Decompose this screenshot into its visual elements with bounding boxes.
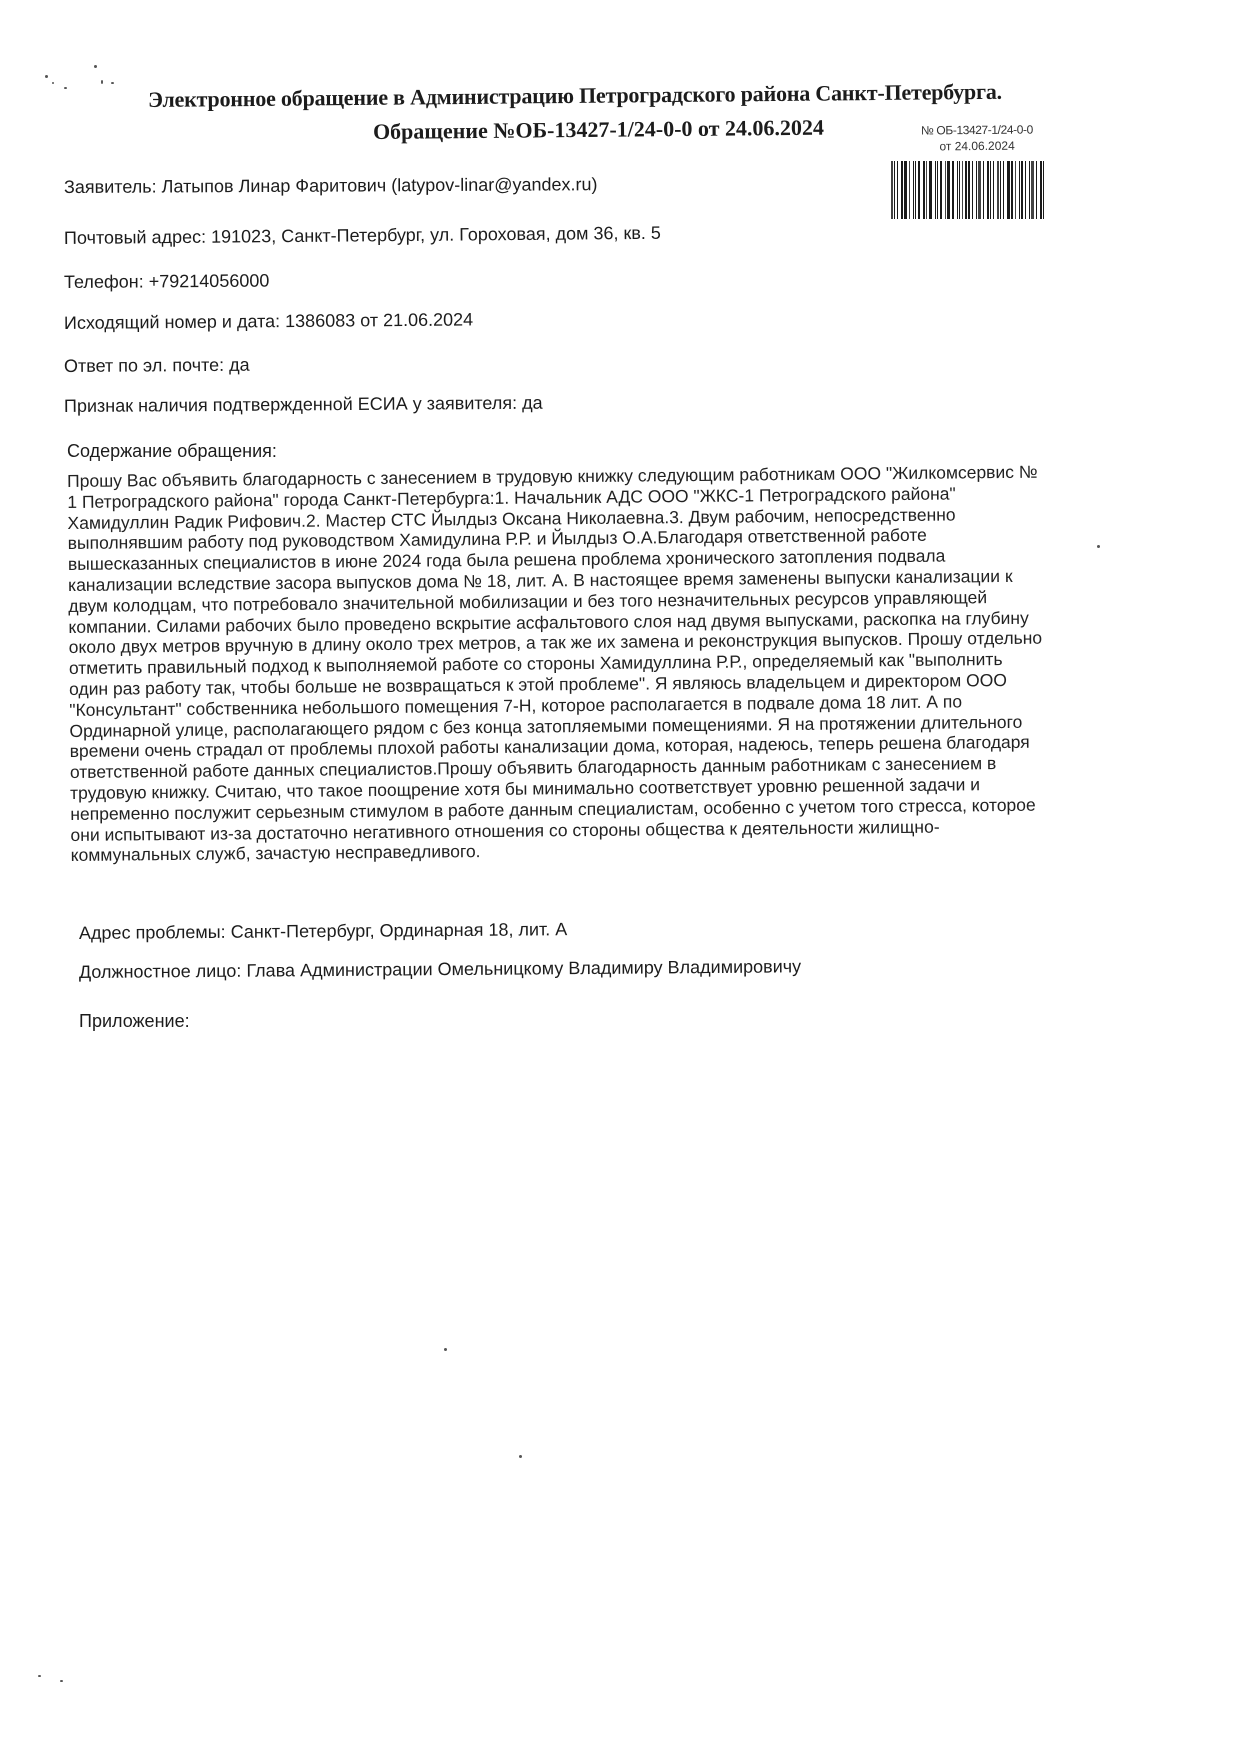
body-line: двум колодцам, что потребовало значительной мобилизации и без того незначительных ресурсов управляющей — [68, 586, 988, 616]
barcode-bar — [1011, 161, 1013, 219]
email-reply-value: да — [229, 354, 250, 375]
barcode-bar — [901, 161, 903, 219]
outgoing-number-field — [64, 309, 473, 334]
applicant-value: Латыпов Линар Фаритович (latypov-linar@yandex.ru) — [161, 174, 598, 197]
barcode-bar — [945, 161, 946, 219]
official-value: Глава Администрации Омельницкому Владимиру Владимировичу — [246, 956, 802, 981]
phone-field — [64, 271, 269, 293]
scan-speck — [64, 87, 67, 89]
body-line: компании. Силами рабочих было проведено вскрытие асфальтового слоя над двумя выпусками, раскопка на глубину — [68, 607, 1029, 637]
scan-speck — [38, 1675, 41, 1677]
barcode-bar — [957, 161, 958, 219]
barcode-bar — [909, 161, 910, 219]
body-line: коммунальных служб, зачастую несправедливого. — [70, 841, 481, 866]
scan-speck — [111, 82, 114, 84]
content-heading — [67, 441, 277, 462]
scan-speck — [94, 65, 97, 68]
barcode-bar — [952, 161, 954, 219]
body-line: "Консультант" собственника небольшого помещения 7-Н, которое располагается в подвале дома 18 лит. А по — [69, 691, 963, 720]
problem-address-field — [79, 919, 567, 944]
barcode-bar — [937, 161, 938, 219]
barcode-bar — [913, 161, 914, 219]
body-line: они испытывают из-за достаточно негативного отношения со стороны общества к деятельности жилищно- — [70, 816, 940, 845]
barcode-bar — [965, 161, 967, 219]
barcode-bar — [993, 161, 994, 219]
barcode-bar — [918, 161, 920, 219]
barcode-bar — [929, 161, 932, 219]
document-title: Электронное обращение в Администрацию Петроградского района Санкт-Петербурга. — [147, 78, 1003, 112]
barcode-bar — [978, 161, 981, 219]
appeal-number-title: Обращение №ОБ-13427-1/24-0-0 от 24.06.2024 — [372, 114, 825, 144]
barcode-bar — [915, 161, 916, 219]
outgoing-number-value: 1386083 от 21.06.2024 — [285, 309, 474, 332]
barcode-bar — [1007, 161, 1010, 219]
esia-value: да — [521, 392, 543, 413]
attachment-label: Приложение: — [79, 1011, 190, 1031]
body-line: Хамидуллин Радик Рифович.2. Мастер СТС Йылдыз Оксана Николаевна.3. Двум рабочим, непосредственно — [67, 504, 956, 533]
barcode-bar — [897, 161, 898, 219]
barcode-bar — [1025, 161, 1026, 219]
body-line: ответственной работе данных специалистов.Прошу объявить благодарность данным работникам с занесением в — [69, 753, 997, 783]
postal-address-field — [64, 223, 661, 249]
esia-field — [64, 393, 543, 417]
barcode-bar — [935, 161, 936, 219]
barcode-bar — [1019, 161, 1020, 219]
body-line: вышесказанных специалистов в июне 2024 года была решена проблема хронического затопления подвала — [67, 545, 946, 575]
content-label: Содержание обращения: — [67, 441, 277, 461]
body-line: непременно послужит серьезным стимулом в работе данным специалистам, особенно с учетом того стресса, которое — [70, 794, 1036, 824]
body-line: Ординарной улице, располагающего рядом с без конца затопляемыми помещениями. Я на протяжении длительного — [69, 711, 1023, 741]
scan-speck — [60, 1680, 63, 1682]
barcode-bar — [1029, 161, 1030, 219]
scan-speck — [52, 82, 54, 84]
body-line: отметить правильный подход к выполняемой работе со стороны Хамидуллина Р.Р., определяемый как "выполнить — [68, 649, 1003, 679]
official-label: Должностное лицо: — [78, 960, 242, 982]
postal-address-label: Почтовый адрес: — [63, 226, 207, 248]
applicant-label: Заявитель: — [63, 176, 157, 197]
barcode-bar — [1021, 161, 1023, 219]
barcode-bar — [972, 161, 973, 219]
barcode-bar — [959, 161, 960, 219]
body-line: Прошу Вас объявить благодарность с занесением в трудовую книжку следующим работникам ООО "Жилкомсервис № — [67, 461, 1038, 491]
body-line: канализации вследствие засора выпусков дома № 18, лит. А. В настоящее время заменены выпуски канализации к — [67, 565, 1013, 595]
postal-address-value: 191023, Санкт-Петербург, ул. Гороховая, дом 36, кв. 5 — [210, 222, 661, 247]
barcode-bar — [976, 161, 977, 219]
email-reply-label: Ответ по эл. почте: — [63, 354, 225, 376]
body-line: один раз работу так, чтобы больше не возвращаться к этой проблеме". Я являюсь владельцем и директором ООО — [68, 669, 1008, 699]
barcode-bar — [983, 161, 984, 219]
barcode-bar — [987, 161, 989, 219]
barcode-bar — [1000, 161, 1001, 219]
barcode-bar — [1015, 161, 1016, 219]
body-line: времени очень страдал от проблемы плохой работы канализации дома, которая, надеюсь, теперь решена благодаря — [69, 732, 1030, 762]
barcode-bar — [1040, 161, 1042, 219]
barcode-bar — [997, 161, 999, 219]
barcode-bar — [1031, 161, 1034, 219]
barcode-bar — [923, 161, 925, 219]
body-line: 1 Петроградского района" города Санкт-Петербурга:1. Начальник АДС ООО "ЖКС-1 Петроградского района" — [67, 483, 956, 512]
problem-address-label: Адрес проблемы: — [78, 921, 226, 943]
barcode-bar — [1003, 161, 1004, 219]
esia-label: Признак наличия подтвержденной ЕСИА у заявителя: — [63, 392, 518, 416]
barcode-bar — [990, 161, 991, 219]
scan-speck — [519, 1455, 522, 1458]
barcode-icon — [891, 161, 1046, 219]
barcode-bar — [1043, 161, 1044, 219]
appeal-body-text — [67, 460, 1185, 866]
barcode-bar — [904, 161, 907, 219]
scan-speck — [444, 1348, 447, 1351]
stamp-number: № ОБ-13427-1/24-0-0 — [920, 122, 1033, 138]
scan-speck — [45, 75, 48, 78]
body-line: выполнявшим работу под руководством Хамидулина Р.Р. и Йылдыз О.А.Благодаря ответственной работе — [67, 525, 927, 554]
barcode-bar — [894, 161, 895, 219]
problem-address-value: Санкт-Петербург, Ординарная 18, лит. А — [230, 919, 568, 942]
barcode-bar — [947, 161, 950, 219]
barcode-bar — [968, 161, 970, 219]
scan-speck — [101, 80, 103, 84]
body-line: трудовую книжку. Считаю, что такое поощрение хотя бы минимально соответствует уровню решенной задачи и — [69, 774, 981, 803]
applicant-field — [64, 174, 598, 198]
attachment-field — [79, 1011, 190, 1032]
barcode-bar — [962, 161, 963, 219]
barcode-bar — [940, 161, 942, 219]
outgoing-number-label: Исходящий номер и дата: — [63, 311, 281, 333]
barcode-bar — [891, 161, 893, 219]
registration-stamp — [887, 121, 1067, 155]
phone-value: +79214056000 — [148, 270, 270, 292]
barcode-bar — [926, 161, 927, 219]
official-field — [79, 956, 801, 983]
barcode-bar — [1036, 161, 1037, 219]
email-reply-field — [64, 355, 250, 377]
stamp-date: от 24.06.2024 — [939, 138, 1015, 154]
body-line: около двух метров вручную в длину около трех метров, а так же их замена и реконструкция выпусков. Прошу отдельно — [68, 628, 1043, 658]
phone-label: Телефон: — [63, 271, 144, 292]
